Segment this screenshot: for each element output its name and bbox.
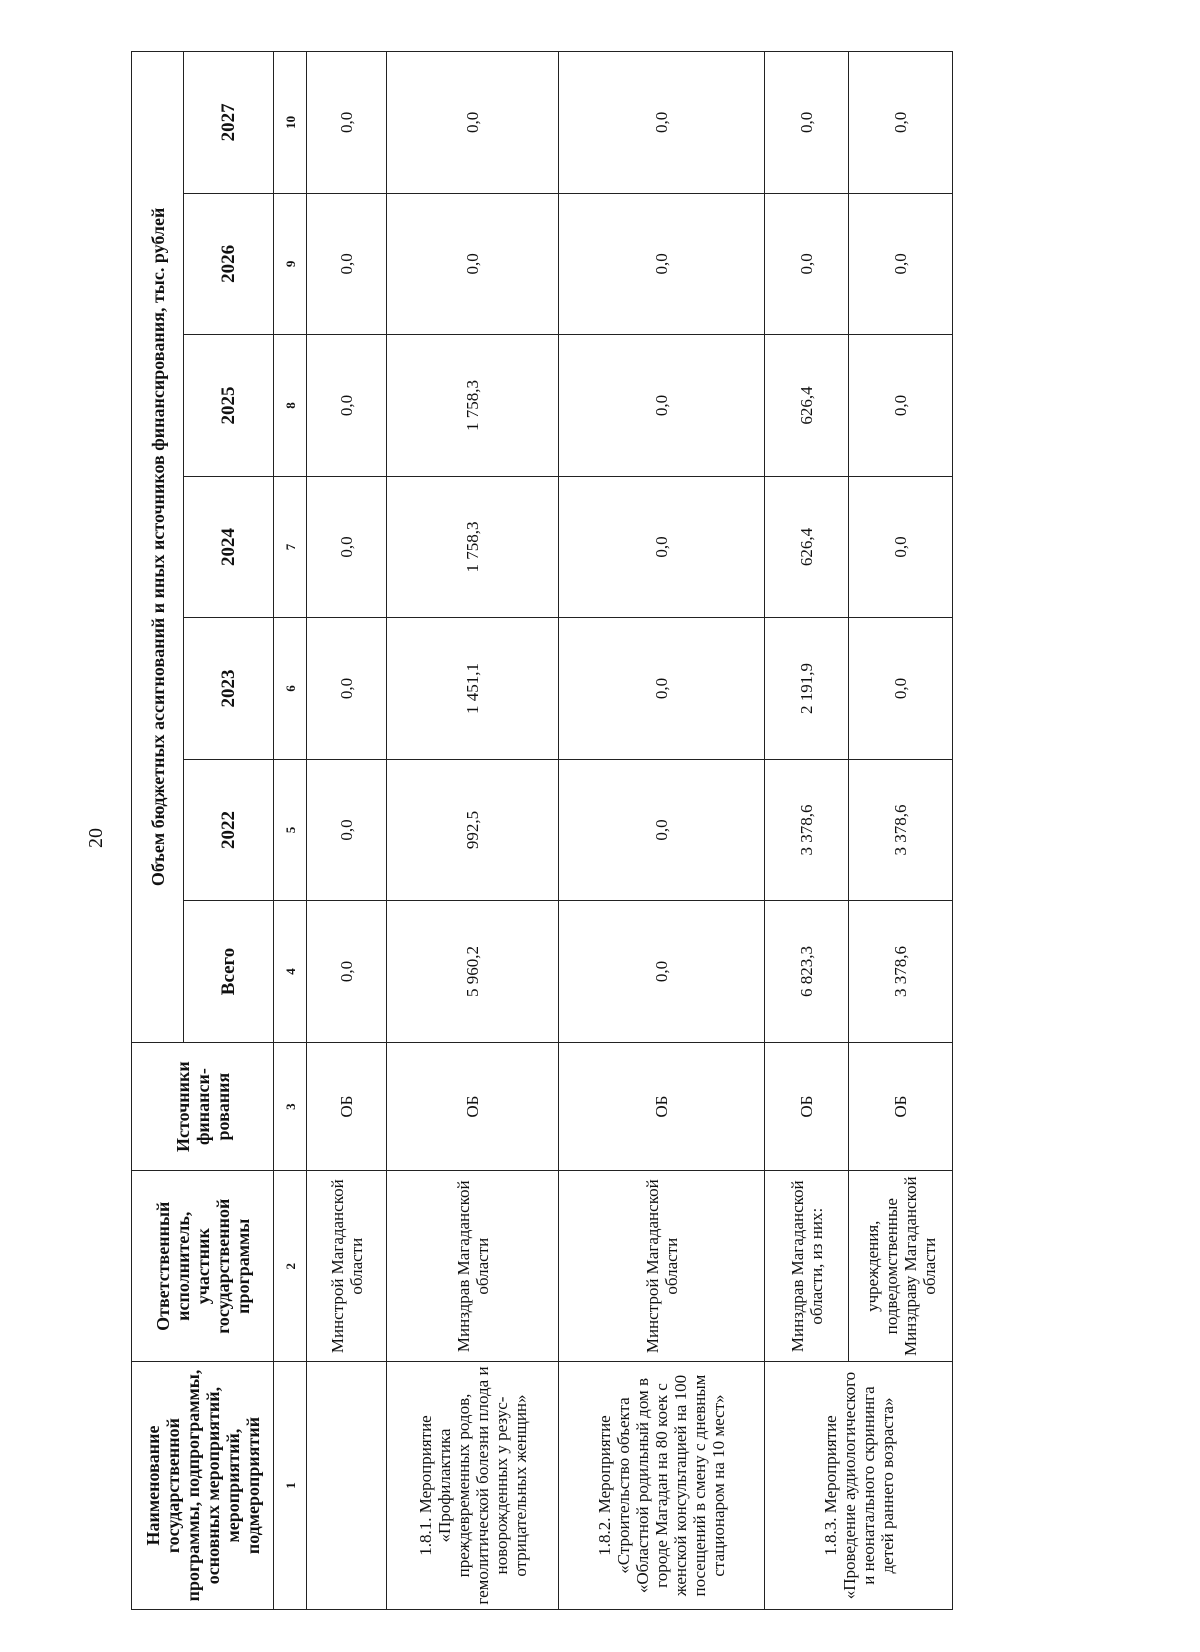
row-executor: учреждения, подведомственные Минздраву Магаданской области	[849, 1171, 953, 1362]
table-row	[765, 52, 849, 1610]
column-number: 9	[274, 193, 307, 335]
row-value-2026: 0,0	[765, 193, 849, 335]
row-value-2027: 0,0	[765, 52, 849, 194]
row-value-2027: 0,0	[559, 52, 765, 194]
row-value-2026: 0,0	[307, 193, 387, 335]
row-source: ОБ	[765, 1042, 849, 1171]
header-year: 2027	[184, 52, 274, 194]
row-value-total: 5 960,2	[387, 901, 559, 1043]
row-executor: Минздрав Магаданской области	[387, 1171, 559, 1362]
row-value-2025: 0,0	[849, 335, 953, 477]
row-source: ОБ	[559, 1042, 765, 1171]
row-source: ОБ	[387, 1042, 559, 1171]
row-value-2023: 1 451,1	[387, 618, 559, 760]
header-total: Всего	[184, 901, 274, 1043]
row-value-total: 3 378,6	[849, 901, 953, 1043]
row-value-2025: 1 758,3	[387, 335, 559, 477]
funding-table-rotated	[131, 51, 939, 1610]
row-value-2025: 626,4	[765, 335, 849, 477]
row-value-2026: 0,0	[559, 193, 765, 335]
row-value-2024: 626,4	[765, 476, 849, 618]
header-executor: Ответственный исполнитель, участник государственной программы	[132, 1171, 274, 1362]
row-value-2026: 0,0	[849, 193, 953, 335]
row-value-total: 0,0	[559, 901, 765, 1043]
row-value-2027: 0,0	[307, 52, 387, 194]
row-value-2023: 2 191,9	[765, 618, 849, 760]
row-value-2022: 3 378,6	[849, 759, 953, 901]
row-value-2024: 0,0	[307, 476, 387, 618]
row-executor: Минстрой Магаданской области	[307, 1171, 387, 1362]
row-source: ОБ	[307, 1042, 387, 1171]
row-name	[307, 1362, 387, 1610]
header-year: 2024	[184, 476, 274, 618]
row-value-2024: 1 758,3	[387, 476, 559, 618]
row-value-2023: 0,0	[559, 618, 765, 760]
header-year: 2023	[184, 618, 274, 760]
row-value-2022: 3 378,6	[765, 759, 849, 901]
column-number: 3	[274, 1042, 307, 1171]
row-value-2024: 0,0	[849, 476, 953, 618]
row-value-2025: 0,0	[307, 335, 387, 477]
column-number: 5	[274, 759, 307, 901]
table-row	[387, 52, 559, 1610]
header-name: Наименование государственной программы, подпрограммы, основных мероприятий, мероприятий, подмероприятий	[132, 1362, 274, 1610]
table-row	[307, 52, 387, 1610]
column-number: 8	[274, 335, 307, 477]
row-source: ОБ	[849, 1042, 953, 1171]
row-executor: Минздрав Магаданской области, из них:	[765, 1171, 849, 1362]
row-value-2022: 0,0	[559, 759, 765, 901]
header-funding-group: Объем бюджетных ассигнований и иных источников финансирования, тыс. рублей	[132, 52, 184, 1043]
funding-table	[131, 51, 953, 1610]
funding-table-container	[131, 51, 939, 1610]
page-number: 20	[85, 828, 107, 848]
row-name: 1.8.3. Мероприятие «Проведение аудиологического и неонатального скрининга детей раннего возраста»	[765, 1362, 953, 1610]
header-year: 2026	[184, 193, 274, 335]
column-number: 1	[274, 1362, 307, 1610]
row-value-2026: 0,0	[387, 193, 559, 335]
row-value-2023: 0,0	[307, 618, 387, 760]
row-executor: Минстрой Магаданской области	[559, 1171, 765, 1362]
row-value-2022: 0,0	[307, 759, 387, 901]
row-name: 1.8.1. Мероприятие «Профилактика преждевременных родов, гемолитической болезни плода и новорожденных у резус-отрицательных женщин»	[387, 1362, 559, 1610]
table-row	[559, 52, 765, 1610]
row-value-2027: 0,0	[849, 52, 953, 194]
row-value-2023: 0,0	[849, 618, 953, 760]
header-year: 2022	[184, 759, 274, 901]
row-value-2022: 992,5	[387, 759, 559, 901]
column-number: 7	[274, 476, 307, 618]
row-value-2027: 0,0	[387, 52, 559, 194]
row-value-total: 0,0	[307, 901, 387, 1043]
column-number: 10	[274, 52, 307, 194]
row-value-2024: 0,0	[559, 476, 765, 618]
column-number: 6	[274, 618, 307, 760]
row-name: 1.8.2. Мероприятие «Строительство объекта «Областной родильный дом в городе Магадан на 80 коек с женской консультацией на 100 посещений в смену с дневным стационаром на 10 мест»	[559, 1362, 765, 1610]
header-source: Источники финанси-рования	[132, 1042, 274, 1171]
row-value-total: 6 823,3	[765, 901, 849, 1043]
column-number: 2	[274, 1171, 307, 1362]
column-number: 4	[274, 901, 307, 1043]
header-year: 2025	[184, 335, 274, 477]
row-value-2025: 0,0	[559, 335, 765, 477]
